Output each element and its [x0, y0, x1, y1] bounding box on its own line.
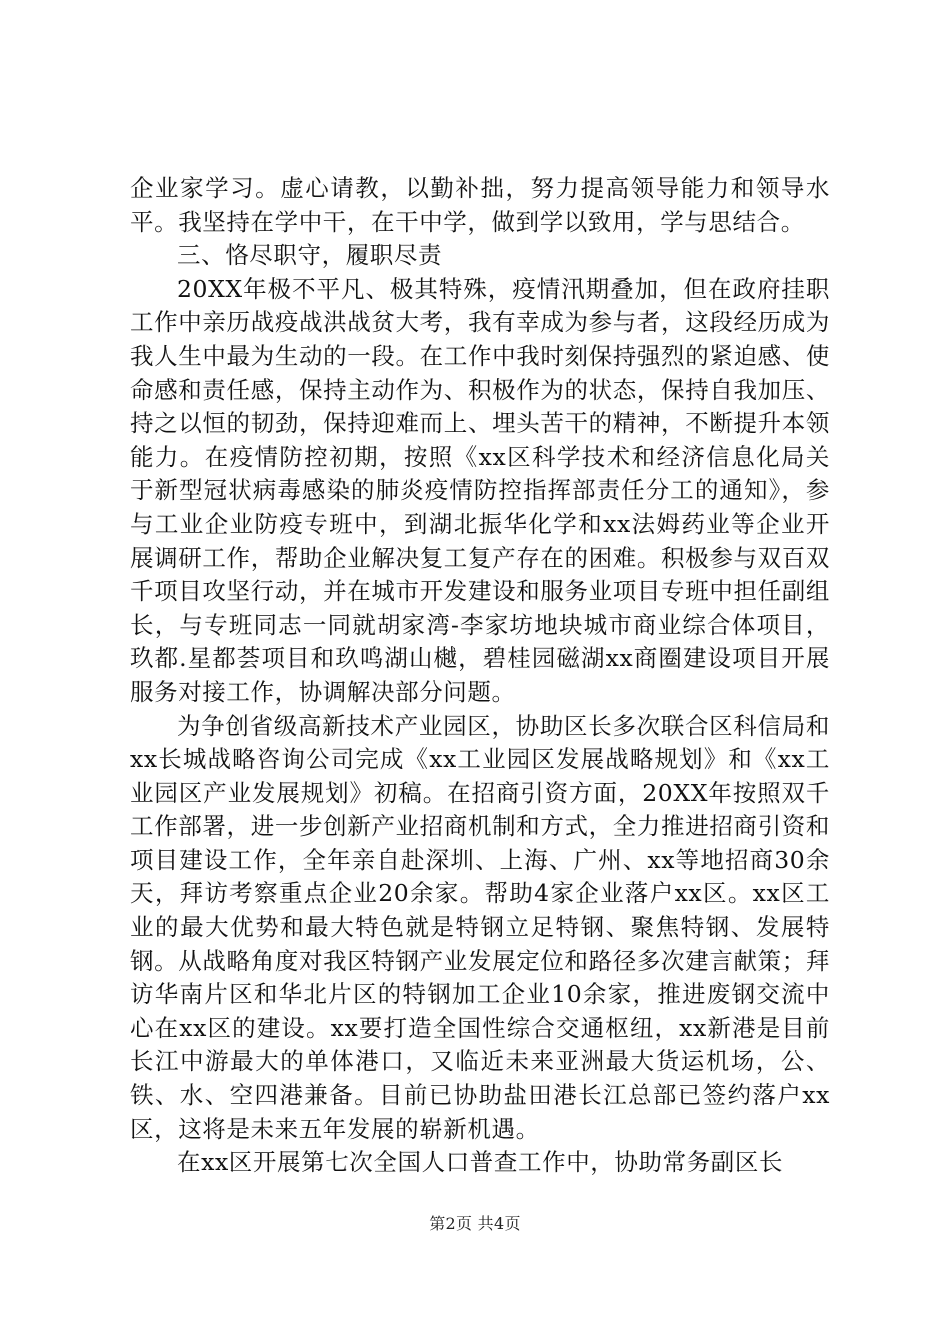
document-body [130, 172, 830, 1180]
section-heading: 三、恪尽职守，履职尽责 [177, 241, 443, 270]
paragraph: 为争创省级高新技术产业园区，协助区长多次联合区科信局和xx长城战略咨询公司完成《xx工业园区发展战略规划》和《xx工业园区产业发展规划》初稿。在招商引资方面，20XX年按照双千工作部署，进一步创新产业招商机制和方式，全力推进招商引资和项目建设工作，全年亲自赴深圳、上海、广州、xx等地招商30余天，拜访考察重点企业20余家。帮助4家企业落户xx区。xx区工业的最大优势和最大特色就是特钢立足特钢、聚焦特钢、发展特钢。从战略角度对我区特钢产业发展定位和路径多次建言献策；拜访华南片区和华北片区的特钢加工企业10余家，推进废钢交流中心在xx区的建设。xx要打造全国性综合交通枢纽，xx新港是目前长江中游最大的单体港口，又临近未来亚洲最大货运机场，公、铁、水、空四港兼备。目前已协助盐田港长江总部已签约落户xx区，这将是未来五年发展的崭新机遇。 [130, 711, 830, 1143]
paragraph: 在xx区开展第七次全国人口普查工作中，协助常务副区长 [177, 1148, 784, 1177]
paragraph-continuation: 企业家学习。虚心请教，以勤补拙，努力提高领导能力和领导水平。我坚持在学中干，在干中学，做到学以致用，学与思结合。 [130, 174, 830, 236]
paragraph: 20XX年极不平凡、极其特殊，疫情汛期叠加，但在政府挂职工作中亲历战疫战洪战贫大考，我有幸成为参与者，这段经历成为我人生中最为生动的一段。在工作中我时刻保持强烈的紧迫感、使命感和责任感，保持主动作为、积极作为的状态，保持自我加压、持之以恒的韧劲，保持迎难而上、埋头苦干的精神，不断提升本领能力。在疫情防控初期，按照《xx区科学技术和经济信息化局关于新型冠状病毒感染的肺炎疫情防控指挥部责任分工的通知》，参与工业企业防疫专班中，到湖北振华化学和xx法姆药业等企业开展调研工作，帮助企业解决复工复产存在的困难。积极参与双百双千项目攻坚行动，并在城市开发建设和服务业项目专班中担任副组长，与专班同志一同就胡家湾-李家坊地块城市商业综合体项目，玖都.星都荟项目和玖鸣湖山樾，碧桂园磁湖xx商圈建设项目开展服务对接工作，协调解决部分问题。 [130, 274, 830, 706]
page-number-footer: 第2页 共4页 [429, 1214, 521, 1233]
